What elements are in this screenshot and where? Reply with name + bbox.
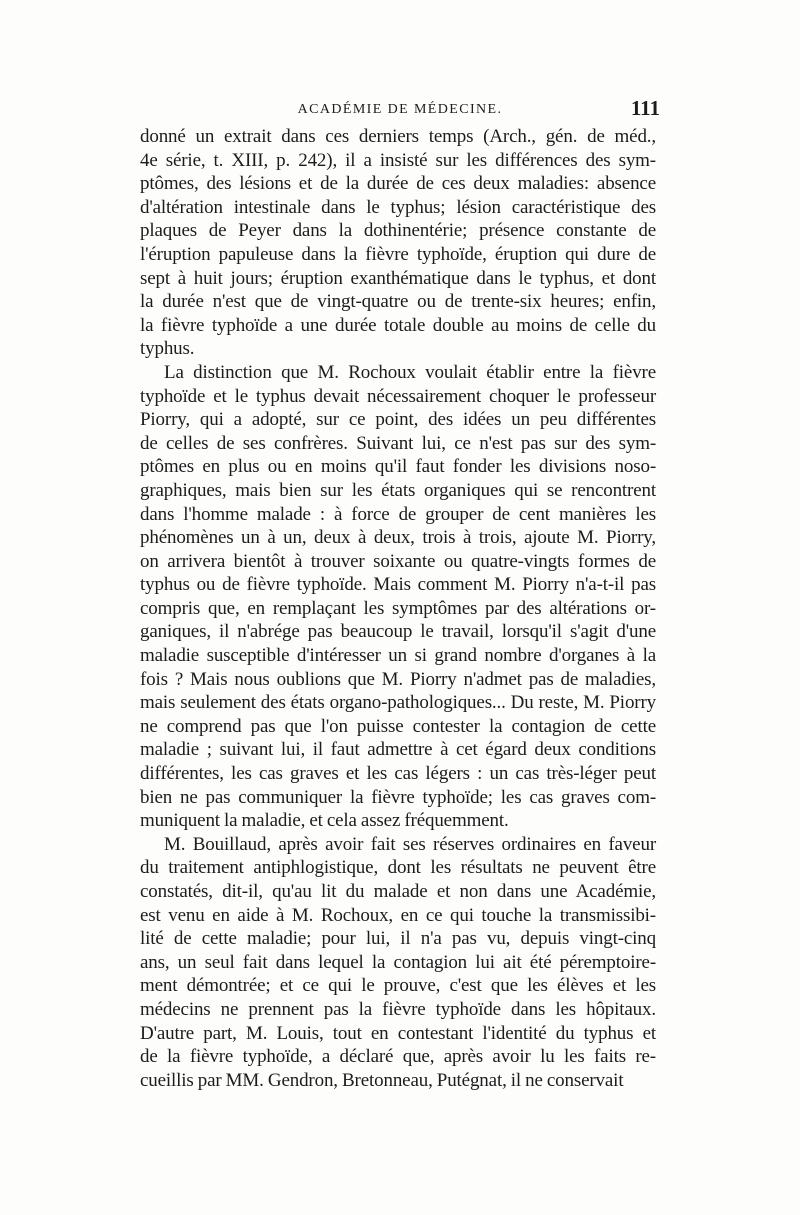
paragraph: [140, 361, 656, 833]
text-line: l'éruption papuleuse dans la fièvre typhoïde, éruption qui dure de: [140, 243, 656, 265]
text-line: typhoïde et le typhus devait nécessairement choquer le professeur: [140, 385, 656, 407]
paragraph: [140, 125, 656, 361]
text-line: d'altération intestinale dans le typhus; lésion caractéristique des: [140, 196, 656, 218]
text-line: ne comprend pas que l'on puisse contester la contagion de cette: [140, 715, 656, 737]
text-line: ans, un seul fait dans lequel la contagion lui ait été péremptoire-: [140, 951, 656, 973]
text-line: phénomènes un à un, deux à deux, trois à trois, ajoute M. Piorry,: [140, 527, 656, 549]
text-line: 4e série, t. XIII, p. 242), il a insisté sur les différences des sym-: [140, 149, 656, 171]
text-line: est venu en aide à M. Rochoux, en ce qui touche la transmissibi-: [140, 904, 656, 926]
text-line: dans l'homme malade : à force de grouper de cent manières les: [140, 503, 656, 525]
text-line: maladie ; suivant lui, il faut admettre à cet égard deux conditions: [140, 739, 656, 761]
text-line: typhus.: [140, 338, 195, 360]
text-line: ptômes en plus ou en moins qu'il faut fonder les divisions noso-: [140, 456, 656, 478]
text-line: D'autre part, M. Louis, tout en contestant l'identité du typhus et: [140, 1022, 656, 1044]
text-line: M. Bouillaud, après avoir fait ses réserves ordinaires en faveur: [164, 833, 656, 855]
text-line: typhus ou de fièvre typhoïde. Mais comment M. Piorry n'a-t-il pas: [140, 574, 656, 596]
text-line: muniquent la maladie, et cela assez fréquemment.: [140, 810, 509, 832]
text-line: bien ne pas communiquer la fièvre typhoïde; les cas graves com-: [140, 786, 656, 808]
text-line: sept à huit jours; éruption exanthématique dans le typhus, et dont: [140, 267, 656, 289]
text-line: médecins ne prennent pas la fièvre typhoïde dans les hôpitaux.: [140, 998, 656, 1020]
text-line: lité de cette maladie; pour lui, il n'a pas vu, depuis vingt-cinq: [140, 928, 656, 950]
text-line: différentes, les cas graves et les cas légers : un cas très-léger peut: [140, 763, 656, 785]
text-line: graphiques, mais bien sur les états organiques qui se rencontrent: [140, 479, 656, 501]
text-line: compris que, en remplaçant les symptômes par des altérations or-: [140, 597, 656, 619]
running-head: [140, 96, 660, 124]
text-line: la durée n'est que de vingt-quatre ou de trente-six heures; enfin,: [140, 291, 656, 313]
paragraph: [140, 833, 656, 1093]
text-line: ganiques, il n'abrége pas beaucoup le travail, lorsqu'il s'agit d'une: [140, 621, 656, 643]
running-title: ACADÉMIE DE MÉDECINE.: [297, 102, 503, 117]
text-line: Piorry, qui a adopté, sur ce point, des idées un peu différentes: [140, 409, 656, 431]
page-number: 111: [630, 96, 660, 120]
text-line: constatés, dit-il, qu'au lit du malade et non dans une Académie,: [140, 881, 656, 902]
text-line: de celles de ses confrères. Suivant lui, ce n'est pas sur des sym-: [140, 432, 656, 454]
text-line: La distinction que M. Rochoux voulait établir entre la fièvre: [164, 361, 656, 383]
text-line: donné un extrait dans ces derniers temps (Arch., gén. de méd.,: [140, 126, 656, 147]
text-line: on arrivera bientôt à trouver soixante ou quatre-vingts formes de: [140, 550, 656, 572]
text-line: maladie susceptible d'intéresser un si grand nombre d'organes à la: [140, 645, 656, 667]
text-line: ment démontrée; et ce qui le prouve, c'est que les élèves et les: [140, 975, 656, 997]
text-line: ptômes, des lésions et de la durée de ces deux maladies: absence: [140, 173, 656, 195]
text-line: mais seulement des états organo-pathologiques... Du reste, M. Piorry: [140, 692, 656, 714]
text-line: la fièvre typhoïde a une durée totale double au moins de celle du: [140, 314, 656, 336]
text-line: du traitement antiphlogistique, dont les résultats ne peuvent être: [140, 857, 656, 879]
text-line: de la fièvre typhoïde, a déclaré que, après avoir lu les faits re-: [140, 1046, 656, 1068]
text-line: plaques de Peyer dans la dothinentérie; présence constante de: [140, 220, 656, 242]
text-line: fois ? Mais nous oublions que M. Piorry n'admet pas de maladies,: [140, 668, 656, 690]
text-line: cueillis par MM. Gendron, Bretonneau, Putégnat, il ne conservait: [140, 1069, 624, 1091]
body-text: [140, 125, 656, 1092]
